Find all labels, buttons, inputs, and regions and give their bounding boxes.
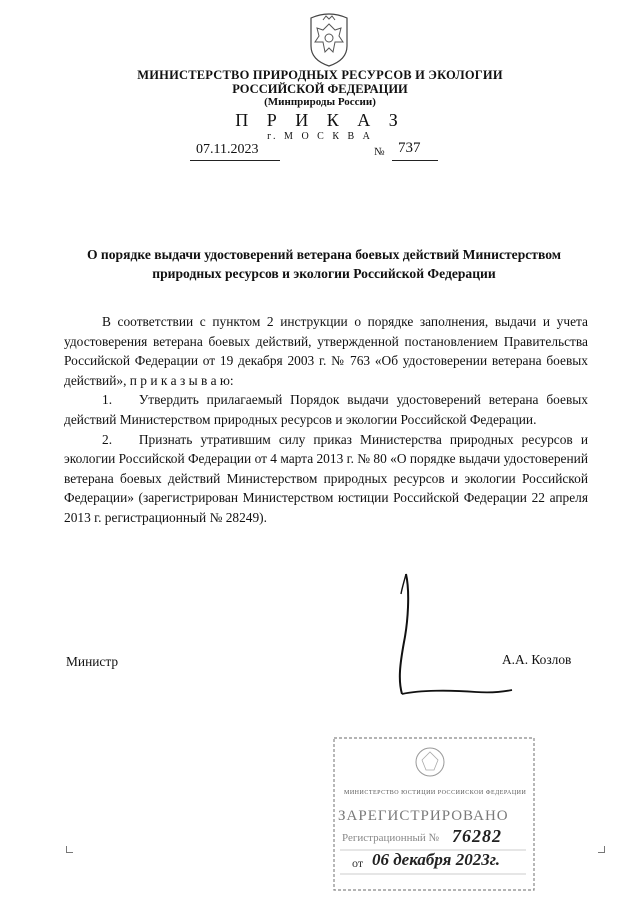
corner-mark-right [598, 846, 605, 853]
date-underline [190, 160, 280, 161]
stamp-reg-number: 76282 [452, 826, 502, 846]
coat-of-arms-icon [303, 12, 355, 68]
corner-mark-left [66, 846, 73, 853]
stamp-organization: МИНИСТЕРСТВО ЮСТИЦИИ РОССИЙСКОЙ ФЕДЕРАЦИИ [344, 790, 527, 796]
order-number: 737 [398, 140, 421, 156]
order-date: 07.11.2023 [196, 142, 259, 157]
intro-paragraph: В соответствии с пунктом 2 инструкции о порядке заполнения, выдачи и учета удостоверения ветерана боевых действий, утвержденной постановлением Правительства Российской Федерации от 19 декабря 2003 г. № 763 «Об удостоверении ветерана боевых действий», п р и к а з ы в а ю: [64, 314, 588, 388]
order-title [60, 245, 588, 283]
signer-position: Министр [66, 654, 119, 669]
stamp-date: 06 декабря 2023г. [372, 850, 500, 869]
item-2-paragraph: 2. Признать утратившим силу приказ Министерства природных ресурсов и экологии Российской Федерации от 4 марта 2013 г. № 80 «О порядке выдачи удостоверений ветерана боевых действий Министерством природных ресурсов и экологии Российской Федерации» (зарегистрирован Министерством юстиции Российской Федерации 22 апреля 2013 г. регистрационный № 28249). [64, 431, 588, 525]
handwritten-signature [380, 572, 520, 702]
ministry-name-line1: МИНИСТЕРСТВО ПРИРОДНЫХ РЕСУРСОВ И ЭКОЛОГИИ [137, 68, 503, 82]
city: г. М О С К В А [267, 131, 373, 142]
ministry-name-line2: РОССИЙСКОЙ ФЕДЕРАЦИИ [232, 82, 408, 96]
stamp-reg-label: Регистрационный № [342, 832, 440, 844]
stamp-date-label: от [352, 856, 364, 870]
signer-name: А.А. Козлов [502, 652, 572, 667]
document-type: П Р И К А З [235, 110, 405, 130]
order-body [64, 312, 588, 528]
order-title-line2: природных ресурсов и экологии Российской Федерации [152, 266, 496, 281]
number-underline [392, 160, 438, 161]
item-1-paragraph: 1. Утвердить прилагаемый Порядок выдачи удостоверений ветерана боевых действий Министерством природных ресурсов и экологии Российской Федерации. [64, 392, 588, 427]
number-sign: № [374, 146, 385, 158]
stamp-status: ЗАРЕГИСТРИРОВАНО [338, 808, 509, 824]
ministry-short-name: (Минприроды России) [264, 96, 376, 108]
order-title-line1: О порядке выдачи удостоверений ветерана боевых действий Министерством [86, 247, 562, 262]
